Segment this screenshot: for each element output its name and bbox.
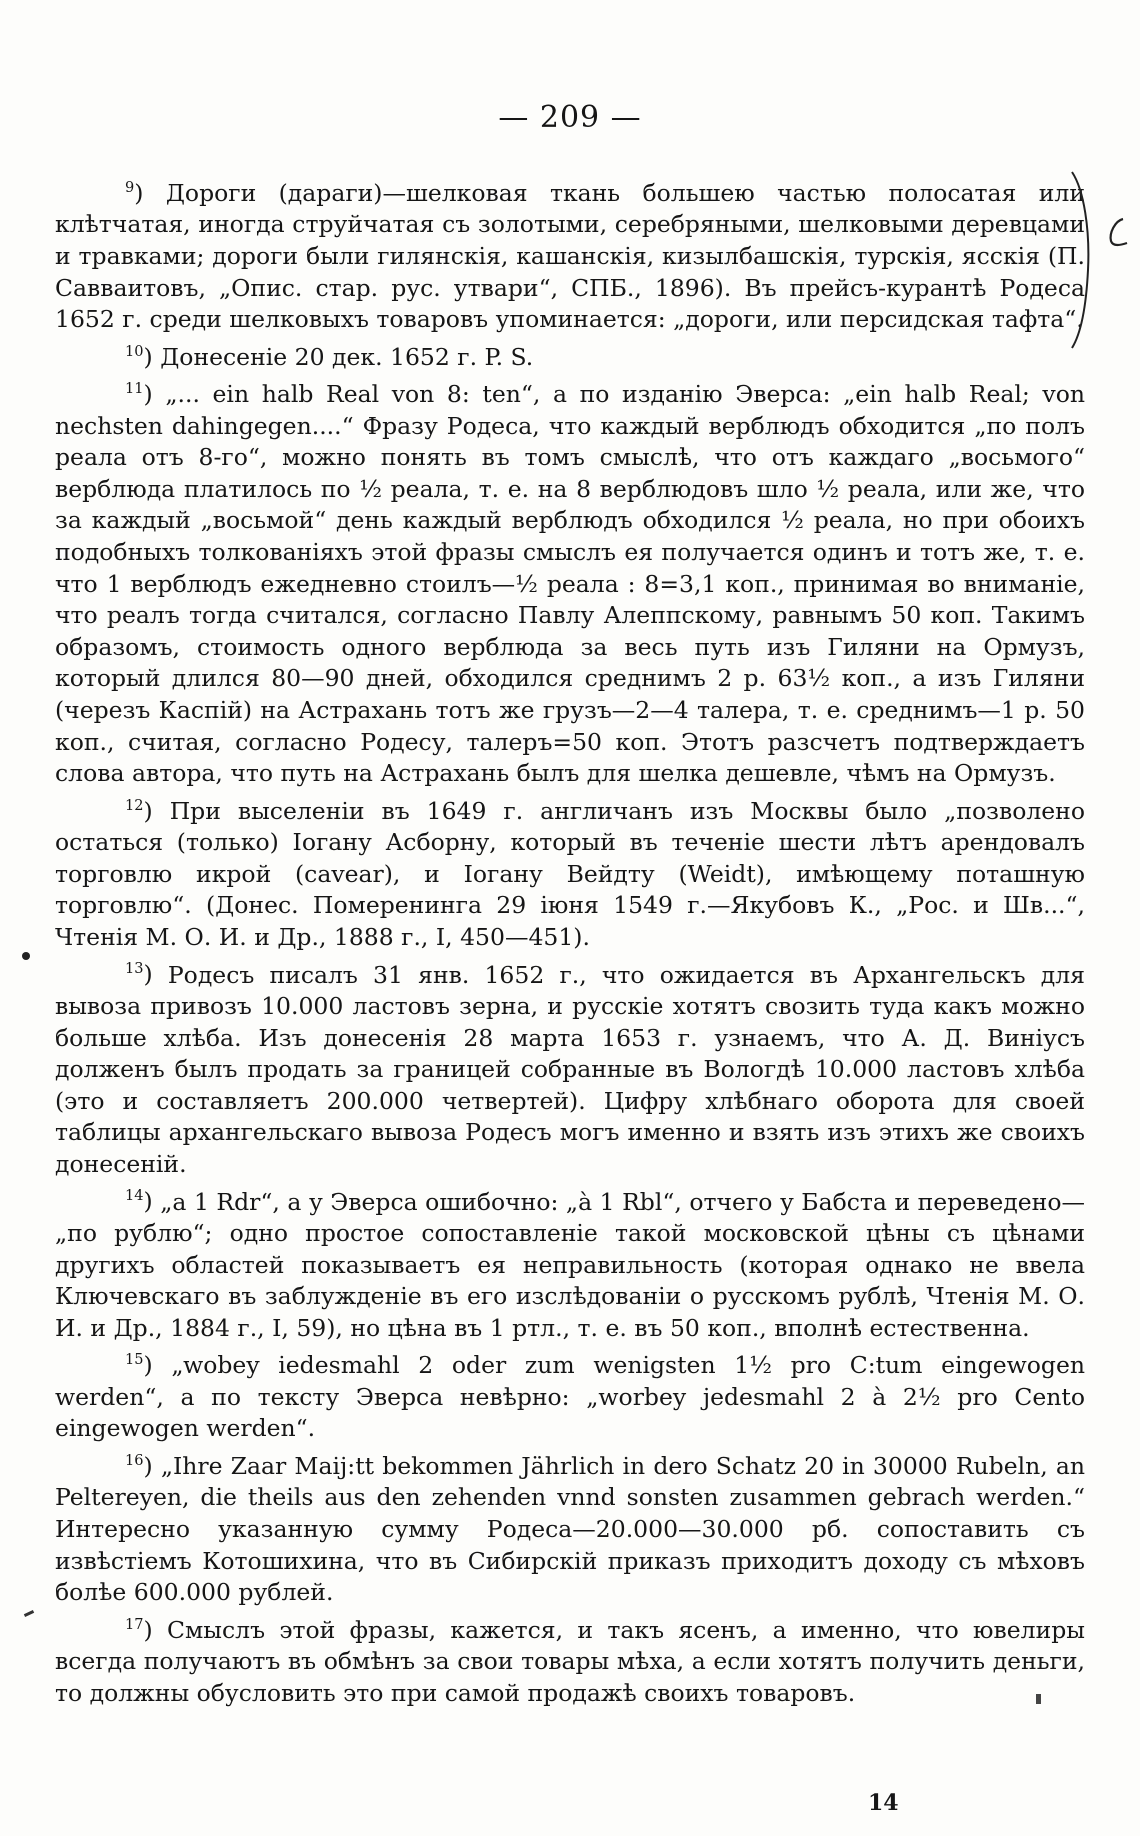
footnote-text: Дороги (дараги)—шелковая ткань большею частью полосатая или клѣтчатая, иногда струйчатая съ золотыми, серебряными, шелковыми деревцами и травками; дороги были гилянскія, кашанскія, кизылбашскія, турскія, ясскія (П. Савваитовъ, „Опис. стар. рус. утвари“, СПБ., 1896). Въ прейсъ-курантѣ Родеса 1652 г. среди шелковыхъ товаровъ упоминается: „дороги, или персидская тафта“. [55,178,1085,334]
margin-handwritten-letter [1105,215,1131,251]
footnote-number: $^{12}$) [125,796,153,825]
footnote-14 [55,1181,1085,1345]
footnotes-block [55,172,1085,1709]
footnote-10 [55,336,1085,373]
footnote-13 [55,954,1085,1181]
page-number-header: — 209 — [498,100,642,135]
footnote-11 [55,373,1085,790]
margin-dot-mark [22,952,30,960]
footnote-text: „Ihre Zaar Maij:tt bekommen Jährlich in dero Schatz 20 in 30000 Rubeln, an Peltereyen, die theils aus den zehenden vnnd sonsten zusammen gebrach werden.“ Интересно указанную сумму Родеса—20.000—30.000 рб. сопоставить съ извѣстіемъ Котошихина, что въ Сибирскій приказъ приходитъ доходу съ мѣховъ болѣе 600.000 рублей. [55,1451,1085,1607]
footnote-number: $^{17}$) [125,1615,153,1644]
margin-small-mark [1036,1694,1041,1704]
footnote-number: $^{14}$) [125,1187,153,1216]
footnote-15 [55,1344,1085,1445]
footnote-12 [55,790,1085,954]
margin-bracket-mark [1068,170,1098,350]
footnote-text: „а 1 Rdr“, а у Эверса ошибочно: „à 1 Rbl“, отчего у Бабста и переведено—„по рублю“; одно простое сопоставленіе такой московской цѣны съ цѣнами другихъ областей показываетъ ея неправильность (которая однако не ввела Ключевскаго въ заблужденіе въ его изслѣдованіи о русскомъ рублѣ, Чтенія М. О. И. и Др., 1884 г., I, 59), но цѣна въ 1 ртл., т. е. въ 50 коп., вполнѣ естественна. [55,1187,1085,1342]
footnote-9 [55,172,1085,336]
footnote-text: Смыслъ этой фразы, кажется, и такъ ясенъ, а именно, что ювелиры всегда получаютъ въ обмѣнъ за свои товары мѣха, а если хотятъ получить деньги, то должны обусловить это при самой продажѣ своихъ товаровъ. [55,1615,1085,1707]
signature-mark: 14 [868,1790,899,1816]
footnote-17 [55,1609,1085,1710]
footnote-number: $^9$) [125,178,144,207]
margin-tick-mark [24,1610,34,1617]
footnote-16 [55,1445,1085,1609]
footnote-text: Донесеніе 20 дек. 1652 г. P. S. [160,342,534,371]
footnote-text: При выселеніи въ 1649 г. англичанъ изъ Москвы было „позволено остаться (только) Іогану Асборну, который въ теченіе шести лѣтъ арендовалъ торговлю икрой (cavear), и Іогану Вейдту (Weidt), имѣющему поташную торговлю“. (Донес. Померенинга 29 іюня 1549 г.—Якубовъ К., „Рос. и Шв...“, Чтенія М. О. И. и Др., 1888 г., I, 450—451). [55,796,1085,951]
footnote-text: „wobey iedesmahl 2 oder zum wenigsten 1½ pro C:tum eingewogen werden“, а по тексту Эверса невѣрно: „worbey jedesmahl 2 à 2½ pro Cento eingewogen werden“. [55,1351,1085,1443]
footnote-number: $^{16}$) [125,1451,153,1480]
footnote-number: $^{10}$) [125,342,153,371]
footnote-text: „... ein halb Real von 8: ten“, а по изданію Эверса: „ein halb Real; von nechsten dahingegen....“ Фразу Родеса, что каждый верблюдъ обходится „по полъ реала отъ 8-го“, можно понять въ томъ смыслѣ, что отъ каждаго „восьмого“ верблюда платилось по ½ реала, т. е. на 8 верблюдовъ шло ½ реала, или же, что за каждый „восьмой“ день каждый верблюдъ обходился ½ реала, но при обоихъ подобныхъ толкованіяхъ этой фразы смыслъ ея получается одинъ и тотъ же, т. е. что 1 верблюдъ ежедневно стоилъ—½ реала : 8=3,1 коп., принимая во вниманіе, что реалъ тогда считался, согласно Павлу Алеппскому, равнымъ 50 коп. Такимъ образомъ, стоимость одного верблюда за весь путь изъ Гиляни на Ормузъ, который длился 80—90 дней, обходился среднимъ 2 р. 63½ коп., а изъ Гиляни (черезъ Каспій) на Астрахань тотъ же грузъ—2—4 талера, т. е. среднимъ—1 р. 50 коп., считая, согласно Родесу, талеръ=50 коп. Этотъ разсчетъ подтверждаетъ слова автора, что путь на Астрахань былъ для шелка дешевле, чѣмъ на Ормузъ. [55,380,1085,788]
footnote-number: $^{15}$) [125,1351,153,1380]
footnote-number: $^{11}$) [125,380,153,409]
footnote-text: Родесъ писалъ 31 янв. 1652 г., что ожидается въ Архангельскъ для вывоза привозъ 10.000 ластовъ зерна, и русскіе хотятъ свозить туда какъ можно больше хлѣба. Изъ донесенія 28 марта 1653 г. узнаемъ, что А. Д. Виніусъ долженъ былъ продать за границей собранные въ Вологдѣ 10.000 ластовъ хлѣба (это и составляетъ 200.000 четвертей). Цифру хлѣбнаго оборота для своей таблицы архангельскаго вывоза Родесъ могъ именно и взять изъ этихъ же своихъ донесеній. [55,960,1085,1178]
footnote-number: $^{13}$) [125,960,153,989]
